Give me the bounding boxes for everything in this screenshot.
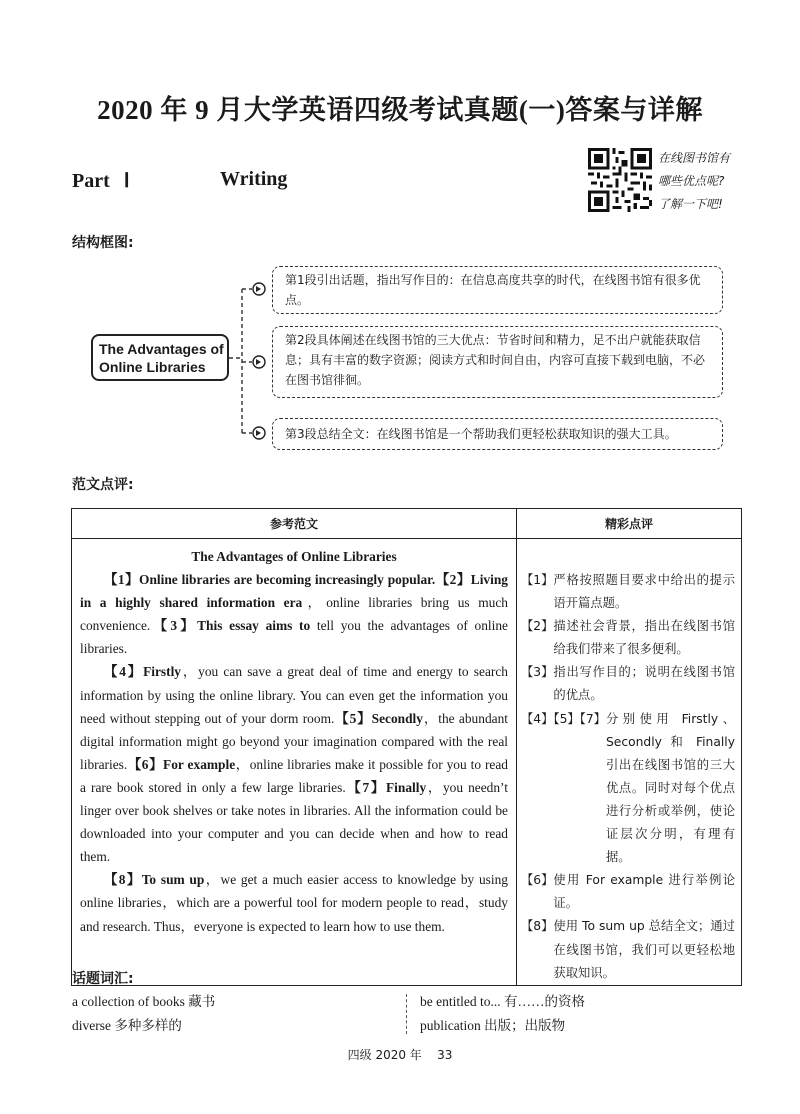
review-table bbox=[71, 508, 742, 986]
page-title: 2020 年 9 月大学英语四级考试真题(一)答案与详解 bbox=[97, 95, 703, 125]
note-item bbox=[521, 615, 735, 661]
marker: 【6】 bbox=[127, 756, 164, 772]
essay-text: ，online libraries make it possible for you to read a rare book stored in only a few large libraries. bbox=[80, 756, 508, 795]
marker: 【7】 bbox=[345, 779, 386, 795]
marker: 【1】 bbox=[104, 572, 140, 588]
page-footer: 四级 2020 年 33 bbox=[347, 1048, 453, 1062]
part-heading bbox=[72, 168, 130, 193]
qr-prompt bbox=[658, 147, 730, 216]
note-text: 使用 For example 进行举例论证。 bbox=[553, 873, 735, 911]
part-label: Part bbox=[72, 170, 110, 192]
note-item bbox=[521, 915, 735, 984]
note-tag: 【2】 bbox=[521, 619, 554, 634]
column-header-essay: 参考范文 bbox=[72, 509, 517, 539]
highlight: For example bbox=[163, 756, 236, 772]
essay-paragraph bbox=[80, 868, 508, 937]
essay-title: The Advantages of Online Libraries bbox=[191, 549, 397, 564]
mindmap-root-line: Online Libraries bbox=[99, 359, 206, 375]
column-header-notes: 精彩点评 bbox=[517, 509, 742, 539]
highlight: Finally bbox=[385, 779, 427, 795]
note-text: 严格按照题目要求中给出的提示语开篇点题。 bbox=[553, 573, 735, 611]
mindmap-node: 第3段总结全文：在线图书馆是一个帮助我们更轻松获取知识的强大工具。 bbox=[272, 418, 723, 450]
note-tag: 【3】 bbox=[521, 665, 554, 680]
note-tag: 【4】【5】【7】 bbox=[521, 711, 606, 726]
part-number: Ⅰ bbox=[123, 170, 130, 192]
vocab-item: a collection of books 藏书 bbox=[72, 994, 216, 1009]
notes-cell bbox=[517, 539, 742, 986]
note-text: 使用 To sum up 总结全文；通过在线图书馆，我们可以更轻松地获取知识。 bbox=[553, 919, 735, 980]
review-heading: 范文点评: bbox=[72, 477, 134, 493]
essay-text: ，we get a much easier access to knowledge by using online libraries，which are a powerful tool for modern people to read，study and research. Thus，everyone is expected to learn how to use them. bbox=[80, 872, 508, 934]
vocab-item: be entitled to... 有……的资格 bbox=[420, 994, 585, 1009]
vocab-list-left bbox=[72, 990, 215, 1038]
note-text: 分别使用 Firstly、Secondly 和 Finally 引出在线图书馆的三大优点。同时对每个优点进行分析或举例，使论证层次分明，有理有据。 bbox=[605, 711, 735, 865]
highlight: Online libraries are becoming increasingly popular. bbox=[139, 572, 436, 588]
note-item bbox=[521, 869, 735, 915]
vocab-heading: 话题词汇: bbox=[72, 971, 134, 987]
note-item bbox=[521, 708, 735, 870]
highlight: Firstly bbox=[143, 664, 182, 680]
essay-text: ，you can save a great deal of time and energy to search information by using the online library. You can even get the information you need without stepping out of your dorm room. bbox=[80, 664, 508, 726]
vocab-list-right bbox=[420, 990, 585, 1038]
vocab-item: diverse 多种多样的 bbox=[72, 1018, 182, 1033]
note-item bbox=[521, 569, 735, 615]
qr-code-icon[interactable] bbox=[588, 148, 652, 212]
qr-prompt-line: 在线图书馆有 bbox=[658, 151, 731, 165]
marker: 【2】 bbox=[435, 572, 471, 588]
structure-heading: 结构框图: bbox=[72, 235, 134, 251]
essay-text: ，the abundant digital information might go beyond your imagination compared with the real libraries. bbox=[80, 710, 508, 772]
highlight: Living in a highly shared information era bbox=[80, 572, 508, 611]
vocab-divider bbox=[406, 994, 407, 1034]
highlight: This essay aims to bbox=[197, 618, 311, 634]
marker: 【8】 bbox=[104, 872, 142, 888]
qr-prompt-line: 了解一下吧! bbox=[658, 197, 723, 211]
essay-text: tell you the advantages of online libraries. bbox=[80, 618, 509, 657]
qr-prompt-line: 哪些优点呢? bbox=[658, 174, 725, 188]
essay-paragraph bbox=[80, 568, 508, 660]
note-text: 描述社会背景，指出在线图书馆给我们带来了很多便利。 bbox=[553, 619, 735, 657]
note-tag: 【1】 bbox=[521, 573, 554, 587]
highlight: To sum up bbox=[141, 872, 205, 888]
essay-cell bbox=[72, 539, 517, 986]
marker: 【5】 bbox=[334, 710, 372, 726]
mindmap-root-line: The Advantages of bbox=[99, 341, 224, 357]
marker: 【4】 bbox=[104, 664, 144, 680]
arrow-circle-icon bbox=[253, 427, 265, 439]
arrow-circle-icon bbox=[253, 356, 265, 368]
part-name: Writing bbox=[220, 168, 288, 190]
note-text: 指出写作目的；说明在线图书馆的优点。 bbox=[553, 665, 735, 703]
mindmap-node: 第1段引出话题，指出写作目的：在信息高度共享的时代，在线图书馆有很多优点。 bbox=[272, 266, 723, 314]
essay-text: ，online libraries bring us much convenience. bbox=[80, 595, 509, 634]
mindmap-root bbox=[91, 334, 229, 381]
highlight: Secondly bbox=[371, 710, 423, 726]
note-tag: 【6】 bbox=[521, 873, 554, 888]
note-item bbox=[521, 661, 735, 707]
arrow-circle-icon bbox=[253, 283, 265, 295]
mindmap-node: 第2段具体阐述在线图书馆的三大优点：节省时间和精力，足不出户就能获取信息；具有丰富的数字资源；阅读方式和时间自由，内容可直接下载到电脑，不必在图书馆徘徊。 bbox=[272, 326, 723, 398]
marker: 【3】 bbox=[150, 618, 198, 634]
essay-paragraph bbox=[80, 660, 508, 868]
vocab-item: publication 出版；出版物 bbox=[420, 1018, 566, 1033]
essay-text: ，you needn’t linger over book shelves or take notes in libraries. All the information could be downloaded into your computer and you can decide when and how to read them. bbox=[80, 779, 508, 865]
note-tag: 【8】 bbox=[521, 919, 554, 934]
